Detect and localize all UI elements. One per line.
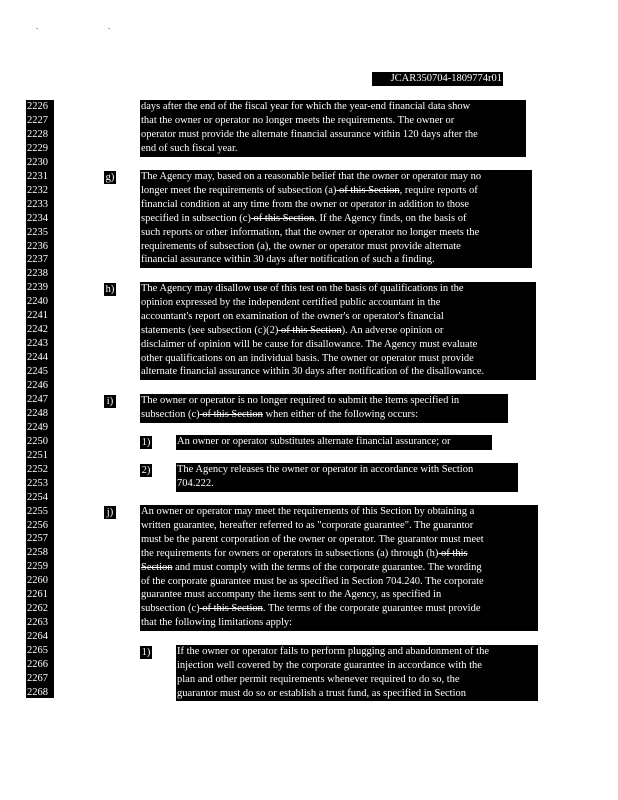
text-line: written guarantee, hereafter referred to as "corporate guarantee". The guarantor — [141, 519, 474, 531]
line-number: 2260 — [27, 575, 48, 587]
line-number: 2236 — [27, 240, 48, 252]
line-number: 2230 — [27, 156, 48, 168]
line-number: 2263 — [27, 617, 48, 629]
text-line: financial assurance within 30 days after notification of such a finding. — [141, 254, 435, 266]
text-line: end of such fiscal year. — [141, 142, 238, 154]
line-number: 2249 — [27, 421, 48, 433]
line-number: 2262 — [27, 603, 48, 615]
struck-text: of this Section — [199, 603, 263, 615]
subsection-label-h: h) — [105, 284, 115, 295]
text-line: injection well covered by the corporate guarantee in accordance with the — [177, 659, 482, 671]
line-number: 2248 — [27, 407, 48, 419]
line-number: 2266 — [27, 659, 48, 670]
text-line: other qualifications on an individual basis. The owner or operator must provide — [141, 352, 474, 364]
line-number: 2255 — [27, 505, 48, 517]
subsection-label-g: g) — [105, 172, 115, 183]
line-number: 2257 — [27, 533, 48, 545]
line-number: 2253 — [27, 477, 48, 489]
text-line: of the corporate guarantee must be as specified in Section 704.240. The corporate — [141, 575, 484, 587]
struck-text: of this — [438, 547, 468, 559]
line-number: 2251 — [27, 449, 48, 461]
paragraph-continuation — [140, 100, 526, 157]
line-number: 2239 — [27, 282, 48, 294]
line-number: 2245 — [27, 366, 48, 378]
line-number: 2240 — [27, 296, 48, 308]
text-line: requirements of subsection (a), the owner or operator must provide alternate — [141, 240, 461, 252]
line-number: 2264 — [27, 631, 48, 643]
line-number: 2268 — [27, 686, 48, 698]
line-number: 2261 — [27, 589, 48, 601]
text-line: guarantee must accompany the items sent to the Agency, as specified in — [141, 589, 442, 601]
text-line: The Agency may, based on a reasonable belief that the owner or operator may no — [141, 171, 482, 182]
text-line: disclaimer of opinion will be cause for disallowance. The Agency must evaluate — [141, 338, 478, 350]
text-line: such reports or other information, that the owner or operator no longer meets the — [141, 226, 480, 238]
line-number: 2231 — [27, 170, 48, 182]
line-number: 2237 — [27, 254, 48, 266]
scan-specks: . . — [36, 22, 144, 31]
text-line: Section and must comply with the terms of the corporate guarantee. The wording — [141, 561, 482, 573]
line-number: 2241 — [27, 310, 48, 322]
text-line: subsection (c) of this Section. The terms of the corporate guarantee must provide — [141, 603, 481, 615]
text-line: operator must provide the alternate financial assurance within 120 days after the — [141, 128, 478, 140]
text-line: subsection (c) of this Section when either of the following occurs: — [141, 408, 419, 420]
text-line: statements (see subsection (c)(2) of this Section). An adverse opinion or — [141, 324, 444, 336]
subsection-g — [140, 170, 532, 268]
item-i1 — [176, 435, 492, 450]
line-number: 2234 — [27, 212, 48, 224]
item-label-i1: 1) — [141, 437, 151, 448]
subsection-h — [140, 282, 536, 380]
subsection-j — [140, 505, 538, 631]
line-number: 2226 — [27, 101, 48, 112]
text-line: days after the end of the fiscal year for which the year-end financial data show — [141, 101, 471, 112]
subsection-i — [140, 394, 508, 423]
line-number: 2267 — [27, 672, 48, 684]
line-number: 2235 — [27, 226, 48, 238]
line-number: 2228 — [27, 128, 48, 140]
text-line: plan and other permit requirements whenever required to do so, the — [177, 673, 460, 685]
document-id: JCAR350704-1809774r01 — [372, 72, 503, 86]
text-line: specified in subsection (c) of this Section. If the Agency finds, on the basis of — [141, 212, 467, 224]
text-line: If the owner or operator fails to perform plugging and abandonment of the — [177, 646, 489, 657]
text-line: guarantor must do so or establish a trust fund, as specified in Section — [177, 687, 466, 699]
struck-text: Section — [141, 561, 173, 573]
struck-text: of this Section — [250, 212, 315, 224]
line-number: 2258 — [27, 547, 48, 559]
line-number: 2238 — [27, 268, 48, 280]
text-line: The owner or operator is no longer required to submit the items specified in — [141, 395, 460, 406]
text-line: financial condition at any time from the owner or operator in addition to those — [141, 198, 470, 210]
text-line: alternate financial assurance within 30 days after notification of the disallowance. — [141, 366, 485, 378]
item-label-i2: 2) — [141, 465, 151, 476]
text-line: An owner or operator substitutes alternate financial assurance; or — [177, 436, 451, 447]
line-number: 2252 — [27, 463, 48, 475]
struck-text: of this Section — [199, 408, 263, 420]
line-number: 2242 — [27, 324, 48, 336]
text-line: 704.222. — [177, 477, 214, 489]
text-line: must be the parent corporation of the owner or operator. The guarantor must meet — [141, 533, 484, 545]
line-number: 2233 — [27, 198, 48, 210]
line-number: 2232 — [27, 184, 48, 196]
line-number: 2265 — [27, 645, 48, 657]
text-line: that the following limitations apply: — [141, 617, 293, 629]
text-line: accountant's report on examination of the owner's or operator's financial — [141, 310, 444, 322]
text-line: longer meet the requirements of subsection (a) of this Section, require reports of — [141, 184, 478, 196]
line-number: 2254 — [27, 491, 48, 503]
line-number: 2243 — [27, 338, 48, 350]
text-line: The Agency may disallow use of this test on the basis of qualifications in the — [141, 283, 464, 294]
line-number: 2247 — [27, 393, 48, 405]
item-j1 — [176, 645, 538, 701]
line-number: 2246 — [27, 380, 48, 391]
line-number: 2256 — [27, 519, 48, 531]
struck-text: of this Section — [336, 184, 400, 196]
struck-text: of this Section — [278, 324, 342, 336]
item-label-j1: 1) — [141, 647, 151, 658]
item-i2 — [176, 463, 518, 492]
line-number: 2227 — [27, 114, 48, 126]
text-line: An owner or operator may meet the requirements of this Section by obtaining a — [141, 506, 475, 517]
line-number: 2229 — [27, 142, 48, 154]
line-number: 2244 — [27, 352, 48, 364]
subsection-label-j: j) — [104, 506, 116, 519]
line-number: 2250 — [27, 435, 48, 447]
line-number: 2259 — [27, 561, 48, 573]
text-line: that the owner or operator no longer meets the requirements. The owner or — [141, 114, 455, 126]
text-line: opinion expressed by the independent certified public accountant in the — [141, 296, 441, 308]
subsection-label-i: i) — [104, 395, 116, 408]
text-line: the requirements for owners or operators in subsections (a) through (h) of this — [141, 547, 468, 559]
text-line: The Agency releases the owner or operator in accordance with Section — [177, 464, 474, 475]
